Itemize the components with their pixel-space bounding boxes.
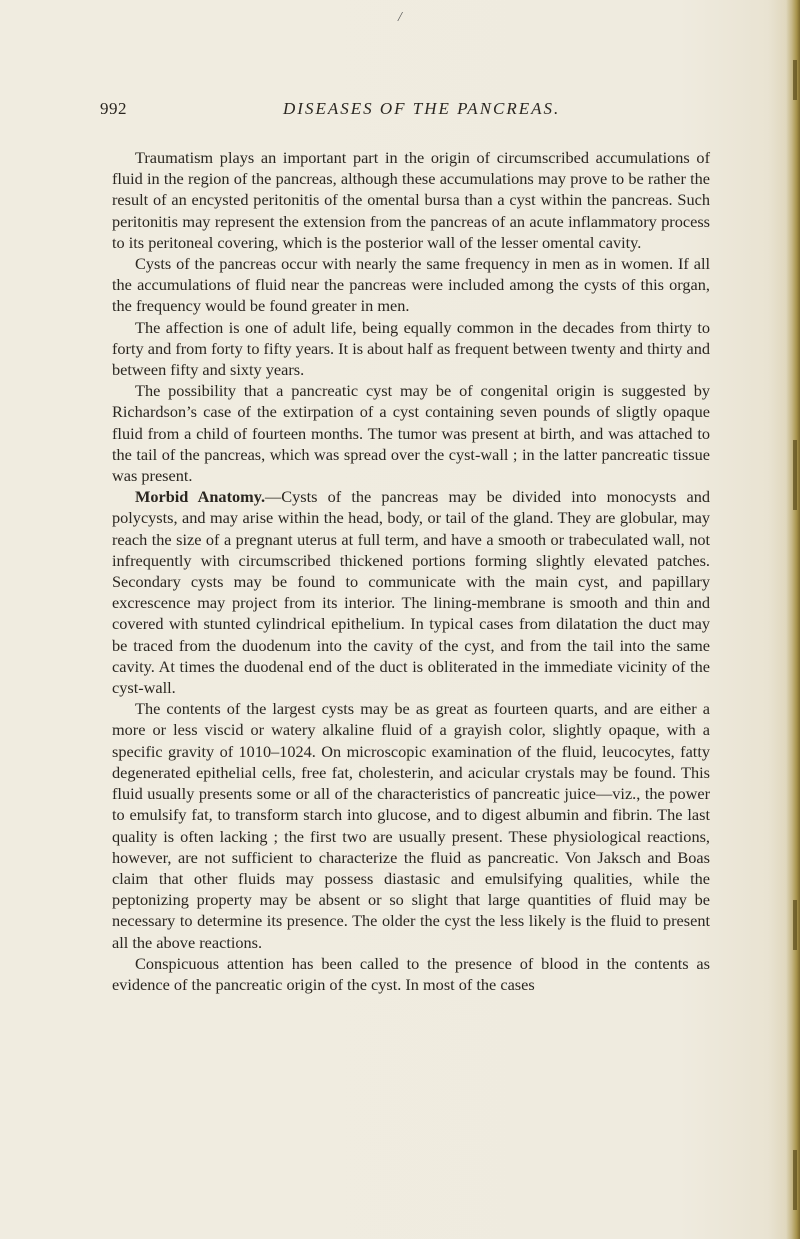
page-edge-shadow: [786, 0, 800, 1239]
paragraph-frequency-sex: Cysts of the pancreas occur with nearly the same frequency in men as in women. If all the accumulations of fluid near the pancreas were included among the cysts of this organ, the frequency would be found greater in men.: [112, 254, 710, 316]
body-text: [112, 147, 710, 995]
section-heading-morbid-anatomy: Morbid Anatomy.: [135, 487, 266, 507]
edge-mark: [793, 60, 797, 100]
paragraph-contents: The contents of the largest cysts may be as great as fourteen quarts, and are either a more or less viscid or watery alkaline fluid of a grayish color, slightly opaque, with a specific gravity of 1010–1024. On microscopic examination of the fluid, leucocytes, fatty degenerated epithelial cells, free fat, cholesterin, and acicular crystals may be found. This fluid usually presents some or all of the characteristics of pancreatic juice—viz., the power to emulsify fat, to transform starch into glucose, and to digest albumin and fibrin. The last quality is often lacking ; the first two are usually present. These physiological reactions, however, are not sufficient to characterize the fluid as pancreatic. Von Jaksch and Boas claim that other fluids may possess diastasic and emulsifying qualities, while the peptonizing property may be absent or so slight that large quantities of fluid may be necessary to determine its presence. The older the cyst the less likely is the fluid to present all the above reactions.: [112, 699, 710, 952]
margin-pencil-mark: /: [398, 10, 402, 25]
paragraph-morbid-anatomy: [112, 486, 710, 698]
paragraph-congenital: The possibility that a pancreatic cyst may be of congenital origin is suggested by Richardson’s case of the extirpation of a cyst containing seven pounds of sligtly opaque fluid from a child of fourteen months. The tumor was present at birth, and was attached to the tail of the pancreas, which was spread over the cyst-wall ; in the latter pancreatic tissue was present.: [112, 381, 710, 486]
paragraph-traumatism: Traumatism plays an important part in the origin of circumscribed accumulations of fluid in the region of the pancreas, although these accumulations may prove to be rather the result of an encysted peritonitis of the omental bursa than a cyst within the pancreas. Such peritonitis may represent the extension from the pancreas of an acute inflammatory process to its peritoneal covering, which is the posterior wall of the lesser omental cavity.: [112, 148, 710, 252]
page-number: 992: [100, 99, 127, 118]
edge-mark: [793, 1150, 797, 1210]
paragraph-morbid-anatomy-text: —Cysts of the pancreas may be divided into monocysts and polycysts, and may arise within the head, body, or tail of the gland. They are globular, may reach the size of a pregnant uterus at full term, and have a smooth or trabeculated wall, not infrequently with circumscribed thickened portions forming slightly elevated patches. Secondary cysts may be found to communicate with the main cyst, and papillary excrescence may project from its interior. The lining-membrane is smooth and thin and covered with stunted cylindrical epithelium. In typical cases from dilatation the duct may be traced from the duodenum into the cavity of the cyst, and from the tail into the same cavity. At times the duodenal end of the duct is obliterated in the immediate vicinity of the cyst-wall.: [112, 487, 710, 698]
edge-mark: [793, 440, 797, 510]
paragraph-age: The affection is one of adult life, being equally common in the decades from thirty to forty and from forty to fifty years. It is about half as frequent between twenty and thirty and between fifty and sixty years.: [112, 317, 710, 380]
paragraph-blood: Conspicuous attention has been called to the presence of blood in the contents as evidence of the pancreatic origin of the cyst. In most of the cases: [112, 953, 710, 994]
running-head: [100, 99, 700, 123]
running-title: DISEASES OF THE PANCREAS.: [283, 99, 561, 118]
edge-mark: [793, 900, 797, 950]
